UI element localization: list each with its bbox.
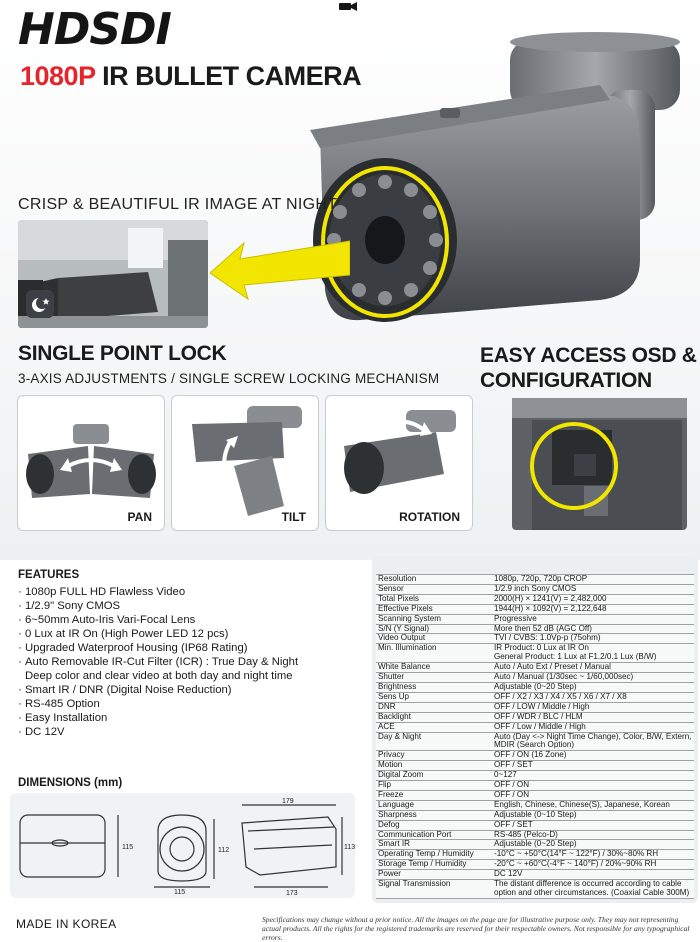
feature-item: · DC 12V — [18, 726, 65, 738]
spec-row — [376, 644, 694, 663]
spec-value: OFF / LOW / Middle / High — [492, 702, 694, 712]
specifications-table — [376, 574, 694, 899]
tilt-label: TILT — [281, 510, 306, 524]
spec-key: S/N (Y Signal) — [376, 624, 492, 634]
spec-row — [376, 663, 694, 673]
spec-key: Storage Temp / Humidity — [376, 860, 492, 870]
spec-row — [376, 732, 694, 751]
spec-row — [376, 870, 694, 880]
spec-value: 2000(H) × 1241(V) = 2,482,000 — [492, 594, 694, 604]
spec-row — [376, 790, 694, 800]
dimension-drawings — [10, 793, 355, 898]
spec-row — [376, 594, 694, 604]
spec-row — [376, 614, 694, 624]
osd-board-image — [512, 398, 687, 530]
spec-key: Shutter — [376, 673, 492, 683]
spec-value: The distant difference is occurred according to cable option and other circumstances. (Coaxial Cable 300M) — [492, 880, 694, 899]
spec-value: OFF / ON (16 Zone) — [492, 751, 694, 761]
spec-key: Day & Night — [376, 732, 492, 751]
spec-key: Min. Illumination — [376, 644, 492, 663]
tilt-panel — [171, 395, 319, 531]
spec-value: Auto / Manual (1/30sec ~ 1/60,000sec) — [492, 673, 694, 683]
pan-panel — [17, 395, 165, 531]
spec-row — [376, 712, 694, 722]
osd-title — [480, 343, 697, 393]
pan-label: PAN — [127, 510, 152, 524]
spec-key: Privacy — [376, 751, 492, 761]
feature-item: · Easy Installation — [18, 712, 108, 724]
spec-key: Sharpness — [376, 810, 492, 820]
spec-key: Resolution — [376, 575, 492, 585]
spec-value: More then 52 dB (AGC Off) — [492, 624, 694, 634]
feature-item: · Smart IR / DNR (Digital Noise Reduction) — [18, 684, 232, 696]
dim-front-height: 115 — [122, 844, 134, 851]
dim-side-width: 115 — [174, 889, 186, 896]
spec-key: Smart IR — [376, 840, 492, 850]
spec-row — [376, 810, 694, 820]
spec-row — [376, 771, 694, 781]
spec-row — [376, 781, 694, 791]
single-point-lock-title: SINGLE POINT LOCK — [18, 342, 227, 365]
spec-key: Effective Pixels — [376, 604, 492, 614]
spec-row — [376, 702, 694, 712]
rotation-panel — [325, 395, 473, 531]
spec-key: Motion — [376, 761, 492, 771]
camera-icon — [338, 0, 358, 12]
made-in-korea: MADE IN KOREA — [16, 917, 117, 931]
spec-key: Video Output — [376, 634, 492, 644]
dim-right-height: 113 — [344, 844, 355, 851]
spec-value: Adjustable (0~20 Step) — [492, 682, 694, 692]
spec-key: Digital Zoom — [376, 771, 492, 781]
spec-key: Flip — [376, 781, 492, 791]
rotation-label: ROTATION — [399, 510, 460, 524]
spec-key: Backlight — [376, 712, 492, 722]
spec-key: Total Pixels — [376, 594, 492, 604]
spec-value: Progressive — [492, 614, 694, 624]
spec-row — [376, 682, 694, 692]
spec-row — [376, 604, 694, 614]
night-image-title: CRISP & BEAUTIFUL IR IMAGE AT NIGHT — [18, 196, 338, 213]
spec-row — [376, 761, 694, 771]
spec-value: OFF / X2 / X3 / X4 / X5 / X6 / X7 / X8 — [492, 692, 694, 702]
spec-key: Defog — [376, 820, 492, 830]
spec-row — [376, 830, 694, 840]
spec-value: OFF / SET — [492, 761, 694, 771]
spec-value: OFF / ON — [492, 781, 694, 791]
spec-value: IR Product: 0 Lux at IR On General Product: 1 Lux at F1.2/0.1 Lux (B/W) — [492, 644, 694, 663]
spec-key: Power — [376, 870, 492, 880]
spec-key: Brightness — [376, 682, 492, 692]
yellow-arrow-icon — [210, 235, 350, 300]
spec-key: Sensor — [376, 584, 492, 594]
spec-row — [376, 624, 694, 634]
spec-row — [376, 850, 694, 860]
dim-top-length: 179 — [282, 798, 294, 805]
spec-value: 0~127 — [492, 771, 694, 781]
spec-value: OFF / SET — [492, 820, 694, 830]
spec-row — [376, 820, 694, 830]
osd-title-line2: CONFIGURATION — [480, 369, 652, 392]
feature-item: · 1/2.9" Sony CMOS — [18, 600, 121, 612]
features-section — [18, 568, 363, 739]
spec-key: Signal Transmission — [376, 880, 492, 899]
spec-row — [376, 840, 694, 850]
feature-item-continuation: Deep color and clear video at both day and night time — [25, 670, 293, 682]
spec-row — [376, 692, 694, 702]
spec-value: Adjustable (0~10 Step) — [492, 810, 694, 820]
spec-key: Language — [376, 800, 492, 810]
spec-value: RS-485 (Pelco-D) — [492, 830, 694, 840]
specifications-panel — [372, 556, 698, 903]
dimensions-title: DIMENSIONS (mm) — [18, 777, 123, 789]
spec-value: 1/2.9 inch Sony CMOS — [492, 584, 694, 594]
spec-key: ACE — [376, 722, 492, 732]
features-list — [18, 585, 363, 739]
disclaimer-text: Specifications may change without a prior notice. All the images on the page are for illustrative purpose only. They may not representing actual products. All the rights for the registered trademarks are reserved for their respectable owners. Not responsible for any typographical errors. — [262, 915, 690, 942]
osd-title-line1: EASY ACCESS OSD & — [480, 344, 697, 367]
spec-row — [376, 880, 694, 899]
spec-row — [376, 722, 694, 732]
spec-key: Sens Up — [376, 692, 492, 702]
spec-row — [376, 673, 694, 683]
spec-row — [376, 860, 694, 870]
spec-row — [376, 634, 694, 644]
spec-value: Auto (Day <-> Night Time Change), Color, B/W, Extern, MDIR (Search Option) — [492, 732, 694, 751]
spec-value: DC 12V — [492, 870, 694, 880]
moon-star-icon — [26, 290, 54, 318]
feature-item: · 6~50mm Auto-Iris Vari-Focal Lens — [18, 614, 196, 626]
spec-value: OFF / WDR / BLC / HLM — [492, 712, 694, 722]
features-heading: FEATURES — [18, 569, 80, 581]
feature-item: · RS-485 Option — [18, 698, 100, 710]
dim-side-height: 112 — [218, 847, 230, 854]
spec-row — [376, 751, 694, 761]
spec-value: 1944(H) × 1092(V) = 2,122,648 — [492, 604, 694, 614]
feature-item: · 0 Lux at IR On (High Power LED 12 pcs) — [18, 628, 229, 640]
spec-value: 1080p, 720p, 720p CROP — [492, 575, 694, 585]
spec-value: -20°C ~ +60°C(-4°F ~ 140°F) / 20%~90% RH — [492, 860, 694, 870]
spec-value: TVI / CVBS: 1.0Vp-p (75ohm) — [492, 634, 694, 644]
spec-value: -10°C ~ +50°C(14°F ~ 122°F) / 30%~80% RH — [492, 850, 694, 860]
spec-value: English, Chinese, Chinese(S), Japanese, Korean — [492, 800, 694, 810]
feature-item: · 1080p FULL HD Flawless Video — [18, 586, 186, 598]
spec-key: Scanning System — [376, 614, 492, 624]
spec-row — [376, 800, 694, 810]
spec-key: Freeze — [376, 790, 492, 800]
subtitle-resolution: 1080P — [20, 61, 96, 91]
dim-bottom-length: 173 — [286, 890, 298, 897]
spec-key: Operating Temp / Humidity — [376, 850, 492, 860]
hdsdi-logo: HDSDI — [18, 4, 171, 55]
spec-value: Adjustable (0~20 Step) — [492, 840, 694, 850]
spec-key: White Balance — [376, 663, 492, 673]
spec-key: DNR — [376, 702, 492, 712]
spec-value: OFF / Low / Middle / High — [492, 722, 694, 732]
feature-item: · Auto Removable IR-Cut Filter (ICR) : True Day & Night — [18, 656, 299, 668]
spec-row — [376, 584, 694, 594]
spec-value: Auto / Auto Ext / Preset / Manual — [492, 663, 694, 673]
subtitle-product: IR BULLET CAMERA — [95, 61, 362, 91]
spec-value: OFF / ON — [492, 790, 694, 800]
spec-key: Communication Port — [376, 830, 492, 840]
spec-row — [376, 575, 694, 585]
single-point-lock-subtitle: 3-AXIS ADJUSTMENTS / SINGLE SCREW LOCKING MECHANISM — [18, 371, 440, 386]
feature-item: · Upgraded Waterproof Housing (IP68 Rating) — [18, 642, 248, 654]
